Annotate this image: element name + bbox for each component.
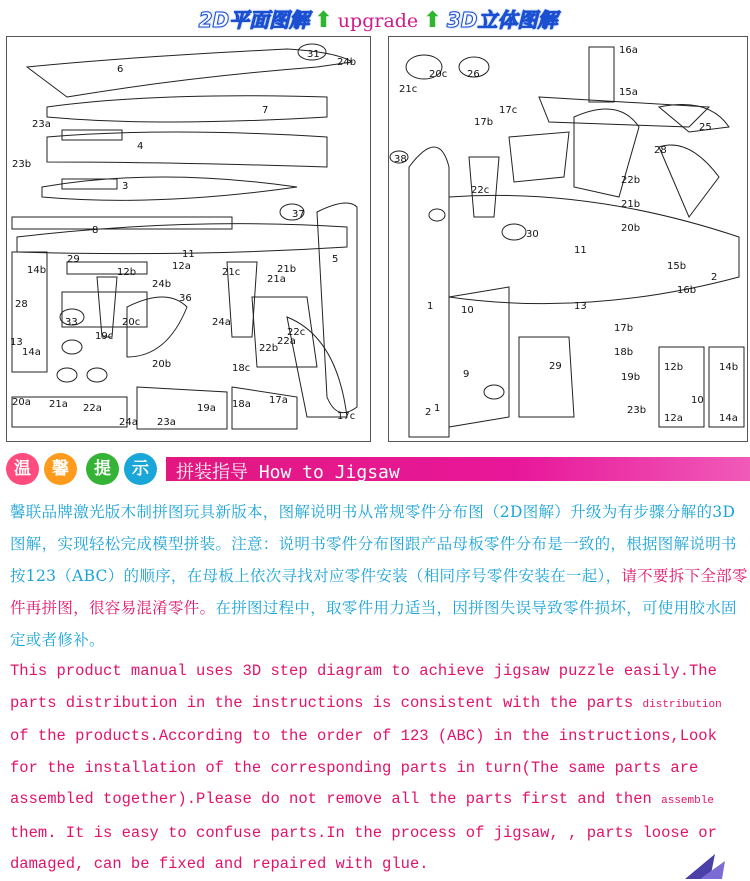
part-label: 23b [12,159,32,170]
part-label: 26 [467,69,480,80]
up-arrow-icon: ⬆ [314,8,333,33]
header-upgrade-label: upgrade [337,10,419,32]
part-label: 33 [65,317,78,328]
part-label: 38 [394,154,407,165]
part-label: 22c [287,327,306,338]
instructions-en-line: parts distribution in the instructions is consistent with the parts distribution [10,693,722,712]
part-label: 30 [526,229,539,240]
part-outline [87,368,107,382]
part-outline [429,209,445,221]
part-outline [409,147,449,437]
part-outline [317,203,357,413]
part-outline [484,385,504,399]
part-label: 2 [425,407,432,418]
part-label: 22c [471,185,490,196]
part-outline [502,224,526,240]
part-label: 2 [711,272,718,283]
part-label: 25 [699,122,712,133]
part-outline [519,337,574,417]
part-label: 8 [92,225,99,236]
part-label: 23a [157,417,176,428]
part-label: 12b [117,267,137,278]
part-label: 19b [621,372,641,383]
part-label: 5 [332,254,339,265]
part-outline [252,297,317,367]
part-label: 1 [434,403,441,414]
corner-logo-icon [680,849,730,879]
part-label: 9 [463,369,470,380]
part-label: 21b [277,264,297,275]
part-label: 15b [667,261,687,272]
part-label: 24a [212,317,231,328]
instructions-english [10,656,748,881]
part-label: 14a [22,347,41,358]
part-label: 13 [574,301,587,312]
part-label: 20c [429,69,448,80]
guide-band [166,457,750,481]
part-label: 14a [719,413,738,424]
tip-bubble: 示 [124,453,157,485]
instructions-en-line: for the installation of the corresponding parts in turn(The same parts are [10,758,699,777]
part-label: 37 [292,209,305,220]
part-label: 4 [137,141,144,152]
diagram-3d-drawing [389,37,747,441]
part-label: 10 [461,305,474,316]
part-outline [47,132,327,167]
part-outline [589,47,614,102]
part-label: 16a [619,45,638,56]
part-label: 21a [49,399,68,410]
part-label: 12a [172,261,191,272]
part-label: 18b [614,347,634,358]
diagram-3d-panel [388,36,748,442]
part-label: 12a [664,413,683,424]
instructions-cn-part2: 在拼图过程中，取零件用力适当，因拼图失误导致零件损坏，可使用胶水固定或者修补。 [10,599,737,649]
part-label: 14b [27,265,47,276]
part-label: 19c [95,331,114,342]
part-label: 14b [719,362,739,373]
part-label: 22b [259,343,279,354]
part-label: 15a [619,87,638,98]
instructions-en-line: assembled together).Please do not remove all the parts first and then assemble [10,790,714,808]
part-label: 19a [197,403,216,414]
part-label: 20b [621,223,641,234]
part-label: 20c [122,317,141,328]
tip-bubble: 温 [6,453,39,485]
tip-bubble: 提 [86,453,119,485]
header-2d-label: 2D平面图解 [198,8,310,32]
part-label: 11 [182,249,195,260]
part-outline [659,105,729,133]
instructions-cn-part1: 馨联品牌激光版木制拼图玩具新版本，图解说明书从常规零件分布图（2D图解）升级为有步骤分解的3D图解，实现轻松完成模型拼装。注意：说明书零件分布图跟产品母板零件分布是一致的，根据图解说明书按123（ABC）的顺序，在母板上依次寻找对应零件安装（相同序号零件安装在一起）， [10,503,737,585]
part-label: 12b [664,362,684,373]
part-label: 21a [267,274,286,285]
part-outline [509,132,569,182]
instructions-en-line: This product manual uses 3D step diagram to achieve jigsaw puzzle easily.The [10,662,717,680]
tip-bubble: 馨 [44,453,77,485]
part-label: 13 [10,337,23,348]
part-label: 22a [83,403,102,414]
part-label: 17b [474,117,494,128]
part-label: 16b [677,285,697,296]
part-label: 17c [337,411,356,422]
part-label: 11 [574,245,587,256]
guide-title: 拼装指导 How to Jigsaw [176,462,400,483]
part-label: 1 [427,301,434,312]
instructions-chinese [10,496,750,656]
part-label: 21b [621,199,641,210]
part-label: 31 [307,49,320,60]
part-label: 17a [269,395,288,406]
part-label: 22a [277,336,296,347]
part-label: 23b [627,405,647,416]
part-outline [27,49,352,97]
part-label: 17c [499,105,518,116]
diagram-2d-panel [6,36,371,442]
page-header [0,0,750,36]
part-label: 24b [152,279,172,290]
instructions-en-line: them. It is easy to confuse parts.In the process of jigsaw, , parts loose or [10,823,717,842]
up-arrow-icon: ⬆ [423,8,442,33]
part-label: 18c [232,363,251,374]
part-label: 6 [117,64,124,75]
part-label: 7 [262,105,269,116]
instructions-cn-warning: 请不要拆下全部零件再拼图，很容易混淆零件。 [10,567,748,617]
part-outline [539,97,709,127]
part-label: 24a [119,417,138,428]
diagram-2d-drawing [7,37,370,441]
part-label: 28 [15,299,28,310]
part-label: 21c [222,267,241,278]
header-3d-label: 3D立体图解 [446,8,558,32]
instructions-en-line: damaged, can be fixed and repaired with glue. [10,855,429,873]
part-label: 20a [12,397,31,408]
part-label: 21c [399,84,418,95]
part-outline [659,145,719,217]
part-label: 10 [691,395,704,406]
part-label: 24b [337,57,357,68]
part-label: 28 [654,145,667,156]
part-label: 23a [32,119,51,130]
part-label: 20b [152,359,172,370]
part-label: 3 [122,181,129,192]
part-label: 29 [549,361,562,372]
tips-bar [0,453,750,485]
part-label: 17b [614,323,634,334]
part-label: 18a [232,399,251,410]
header-title [178,4,578,33]
part-label: 29 [67,254,80,265]
part-outline [62,340,82,354]
part-label: 22b [621,175,641,186]
part-outline [97,277,117,337]
part-outline [449,287,509,427]
part-label: 36 [179,293,192,304]
part-outline [57,368,77,382]
instructions-en-line: of the products.According to the order of 123 (ABC) in the instructions,Look [10,727,717,745]
part-outline [47,96,327,122]
